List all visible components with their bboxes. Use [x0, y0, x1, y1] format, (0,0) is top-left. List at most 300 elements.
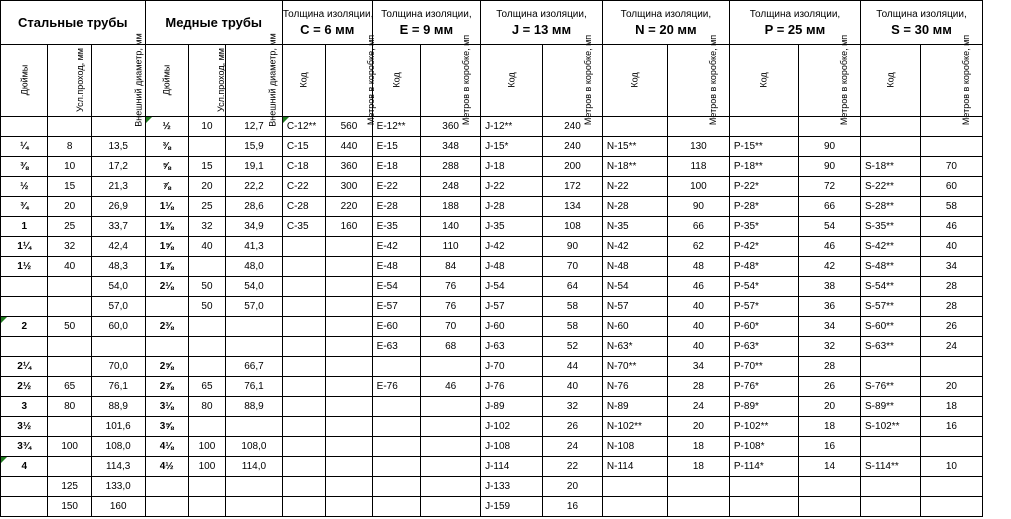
table-body	[1, 117, 983, 517]
cell-p-code: P-42*	[729, 237, 798, 257]
cell-steel-outer: 160	[91, 497, 145, 517]
cell-copper-inch: 2⅞	[145, 377, 188, 397]
cell-s-code: S-42**	[861, 237, 921, 257]
table-row	[1, 117, 983, 137]
cell-e-meters	[421, 397, 481, 417]
cell-n-code: N-76	[602, 377, 667, 397]
cell-n-code	[602, 497, 667, 517]
cell-steel-inch: ¼	[1, 137, 48, 157]
cell-p-meters: 42	[799, 257, 861, 277]
cell-steel-outer: 21,3	[91, 177, 145, 197]
cell-steel-outer: 108,0	[91, 437, 145, 457]
cell-c-code	[282, 397, 325, 417]
cell-steel-inch: 2	[1, 317, 48, 337]
cell-n-code: N-54	[602, 277, 667, 297]
table-row	[1, 137, 983, 157]
cell-j-code: J-42	[481, 237, 543, 257]
cell-n-meters: 66	[667, 217, 729, 237]
cell-copper-nominal: 100	[188, 457, 225, 477]
cell-copper-nominal: 20	[188, 177, 225, 197]
cell-p-code	[729, 117, 798, 137]
cell-p-code: P-60*	[729, 317, 798, 337]
cell-n-meters: 46	[667, 277, 729, 297]
table-row	[1, 397, 983, 417]
cell-copper-outer: 88,9	[226, 397, 283, 417]
cell-s-meters: 40	[920, 237, 982, 257]
cell-copper-outer: 114,0	[226, 457, 283, 477]
cell-steel-inch	[1, 477, 48, 497]
cell-copper-nominal: 32	[188, 217, 225, 237]
cell-n-code: N-70**	[602, 357, 667, 377]
cell-j-code: J-12**	[481, 117, 543, 137]
cell-j-code: J-18	[481, 157, 543, 177]
cell-c-meters	[326, 437, 372, 457]
cell-s-code: S-48**	[861, 257, 921, 277]
cell-p-meters: 54	[799, 217, 861, 237]
cell-c-meters: 300	[326, 177, 372, 197]
cell-copper-nominal: 10	[188, 117, 225, 137]
insulation-header-p: Толщина изоляции, P = 25 мм	[729, 1, 860, 45]
cell-copper-inch	[145, 337, 188, 357]
cell-steel-outer: 101,6	[91, 417, 145, 437]
col-j-code: Код	[481, 45, 543, 117]
col-n-code: Код	[602, 45, 667, 117]
table-row	[1, 497, 983, 517]
cell-c-code	[282, 437, 325, 457]
cell-j-code: J-60	[481, 317, 543, 337]
cell-steel-nominal: 15	[48, 177, 91, 197]
cell-steel-outer: 48,3	[91, 257, 145, 277]
cell-c-meters	[326, 357, 372, 377]
cell-copper-nominal: 25	[188, 197, 225, 217]
cell-copper-outer	[226, 497, 283, 517]
insulation-header-n: Толщина изоляции, N = 20 мм	[602, 1, 729, 45]
col-e-code: Код	[372, 45, 421, 117]
cell-s-meters: 18	[920, 397, 982, 417]
cell-steel-outer: 60,0	[91, 317, 145, 337]
cell-e-meters: 288	[421, 157, 481, 177]
cell-copper-nominal	[188, 257, 225, 277]
cell-n-code	[602, 477, 667, 497]
cell-p-code: P-108*	[729, 437, 798, 457]
cell-n-meters: 40	[667, 317, 729, 337]
cell-j-meters: 172	[543, 177, 603, 197]
cell-c-code	[282, 417, 325, 437]
cell-e-code: E-22	[372, 177, 421, 197]
cell-s-meters: 58	[920, 197, 982, 217]
cell-j-code: J-159	[481, 497, 543, 517]
cell-c-code: C-15	[282, 137, 325, 157]
cell-steel-outer: 70,0	[91, 357, 145, 377]
cell-n-code: N-57	[602, 297, 667, 317]
cell-p-code: P-76*	[729, 377, 798, 397]
cell-e-code: E-76	[372, 377, 421, 397]
cell-s-code: S-63**	[861, 337, 921, 357]
cell-j-meters: 64	[543, 277, 603, 297]
copper-pipes-header: Медные трубы	[145, 1, 282, 45]
cell-n-meters: 100	[667, 177, 729, 197]
cell-j-meters: 134	[543, 197, 603, 217]
cell-p-code: P-63*	[729, 337, 798, 357]
cell-steel-nominal: 125	[48, 477, 91, 497]
cell-e-code: E-35	[372, 217, 421, 237]
cell-e-meters: 188	[421, 197, 481, 217]
cell-copper-inch: 4⅛	[145, 437, 188, 457]
cell-copper-outer: 41,3	[226, 237, 283, 257]
cell-j-meters: 44	[543, 357, 603, 377]
table-row	[1, 217, 983, 237]
cell-steel-nominal	[48, 337, 91, 357]
cell-s-code	[861, 357, 921, 377]
cell-c-code	[282, 457, 325, 477]
cell-n-code: N-114	[602, 457, 667, 477]
cell-n-meters: 20	[667, 417, 729, 437]
cell-j-meters: 70	[543, 257, 603, 277]
cell-s-code	[861, 477, 921, 497]
table-row	[1, 377, 983, 397]
table-row	[1, 357, 983, 377]
cell-s-code: S-57**	[861, 297, 921, 317]
cell-p-code: P-114*	[729, 457, 798, 477]
cell-n-meters: 130	[667, 137, 729, 157]
cell-p-code: P-22*	[729, 177, 798, 197]
cell-j-code: J-57	[481, 297, 543, 317]
cell-s-meters: 34	[920, 257, 982, 277]
cell-n-code: N-89	[602, 397, 667, 417]
cell-j-meters: 90	[543, 237, 603, 257]
cell-s-code: S-18**	[861, 157, 921, 177]
cell-e-code: E-60	[372, 317, 421, 337]
cell-j-code: J-28	[481, 197, 543, 217]
cell-steel-nominal	[48, 417, 91, 437]
cell-c-code	[282, 477, 325, 497]
cell-c-meters	[326, 257, 372, 277]
cell-n-code: N-42	[602, 237, 667, 257]
cell-c-meters	[326, 397, 372, 417]
cell-n-code: N-48	[602, 257, 667, 277]
cell-s-meters	[920, 437, 982, 457]
cell-e-meters: 76	[421, 277, 481, 297]
cell-j-code: J-35	[481, 217, 543, 237]
cell-copper-inch: ½	[145, 117, 188, 137]
cell-copper-outer: 12,7	[226, 117, 283, 137]
cell-steel-inch: 3¾	[1, 437, 48, 457]
cell-n-code: N-35	[602, 217, 667, 237]
col-copper-inch: Дюймы	[145, 45, 188, 117]
cell-e-meters: 70	[421, 317, 481, 337]
cell-c-code	[282, 377, 325, 397]
cell-n-meters: 90	[667, 197, 729, 217]
cell-copper-outer	[226, 337, 283, 357]
cell-j-meters: 58	[543, 297, 603, 317]
cell-p-meters: 66	[799, 197, 861, 217]
cell-steel-inch	[1, 117, 48, 137]
cell-s-code	[861, 117, 921, 137]
cell-s-code	[861, 137, 921, 157]
cell-j-meters: 58	[543, 317, 603, 337]
insulation-header-c: Толщина изоляции, C = 6 мм	[282, 1, 372, 45]
table-row	[1, 177, 983, 197]
cell-s-meters	[920, 357, 982, 377]
cell-copper-inch: ⅞	[145, 177, 188, 197]
cell-copper-inch	[145, 477, 188, 497]
cell-steel-inch: 2¼	[1, 357, 48, 377]
cell-p-meters: 20	[799, 397, 861, 417]
cell-p-code	[729, 477, 798, 497]
cell-steel-inch: 3½	[1, 417, 48, 437]
col-p-code: Код	[729, 45, 798, 117]
cell-c-code	[282, 257, 325, 277]
cell-steel-nominal: 150	[48, 497, 91, 517]
cell-c-meters	[326, 377, 372, 397]
cell-steel-inch	[1, 337, 48, 357]
cell-copper-inch	[145, 497, 188, 517]
cell-s-code	[861, 437, 921, 457]
cell-copper-outer: 48,0	[226, 257, 283, 277]
cell-n-meters: 18	[667, 457, 729, 477]
cell-j-meters: 240	[543, 117, 603, 137]
cell-p-code: P-28*	[729, 197, 798, 217]
cell-j-code: J-15*	[481, 137, 543, 157]
cell-steel-inch: 4	[1, 457, 48, 477]
cell-p-meters: 26	[799, 377, 861, 397]
cell-copper-outer: 22,2	[226, 177, 283, 197]
cell-c-meters: 560	[326, 117, 372, 137]
cell-steel-nominal	[48, 277, 91, 297]
cell-n-code: N-28	[602, 197, 667, 217]
cell-p-code: P-54*	[729, 277, 798, 297]
cell-s-meters: 28	[920, 297, 982, 317]
table-row	[1, 257, 983, 277]
cell-copper-inch: 2⅜	[145, 317, 188, 337]
col-p-meters: Метров в коробке, мп	[799, 45, 861, 117]
cell-steel-nominal: 65	[48, 377, 91, 397]
cell-e-meters: 110	[421, 237, 481, 257]
cell-steel-inch: 1	[1, 217, 48, 237]
cell-copper-outer: 108,0	[226, 437, 283, 457]
steel-pipes-header: Стальные трубы	[1, 1, 146, 45]
cell-copper-outer: 66,7	[226, 357, 283, 377]
cell-n-meters	[667, 477, 729, 497]
cell-e-meters: 360	[421, 117, 481, 137]
cell-steel-nominal: 50	[48, 317, 91, 337]
cell-n-code: N-108	[602, 437, 667, 457]
cell-s-code: S-54**	[861, 277, 921, 297]
cell-n-code: N-60	[602, 317, 667, 337]
cell-copper-nominal	[188, 417, 225, 437]
cell-n-meters: 40	[667, 337, 729, 357]
cell-copper-nominal: 50	[188, 277, 225, 297]
cell-steel-nominal: 80	[48, 397, 91, 417]
cell-s-meters: 60	[920, 177, 982, 197]
cell-copper-outer: 54,0	[226, 277, 283, 297]
cell-c-meters: 440	[326, 137, 372, 157]
cell-copper-outer	[226, 417, 283, 437]
cell-copper-outer	[226, 477, 283, 497]
cell-steel-inch: ½	[1, 177, 48, 197]
cell-p-meters: 34	[799, 317, 861, 337]
cell-n-code: N-102**	[602, 417, 667, 437]
col-steel-outer: Внешний диаметр, мм	[91, 45, 145, 117]
cell-p-meters: 16	[799, 437, 861, 457]
cell-p-meters: 72	[799, 177, 861, 197]
cell-c-code	[282, 297, 325, 317]
cell-steel-nominal: 40	[48, 257, 91, 277]
cell-p-code: P-102**	[729, 417, 798, 437]
cell-j-meters: 108	[543, 217, 603, 237]
cell-c-code: C-22	[282, 177, 325, 197]
cell-j-code: J-22	[481, 177, 543, 197]
cell-j-code: J-63	[481, 337, 543, 357]
cell-copper-nominal: 15	[188, 157, 225, 177]
cell-e-code: E-54	[372, 277, 421, 297]
cell-j-code: J-89	[481, 397, 543, 417]
cell-n-code: N-22	[602, 177, 667, 197]
cell-e-meters: 248	[421, 177, 481, 197]
cell-c-code	[282, 277, 325, 297]
cell-n-meters: 62	[667, 237, 729, 257]
cell-copper-outer: 57,0	[226, 297, 283, 317]
cell-j-meters: 16	[543, 497, 603, 517]
table-row	[1, 277, 983, 297]
cell-steel-inch: 1¼	[1, 237, 48, 257]
cell-c-code	[282, 237, 325, 257]
cell-j-meters: 22	[543, 457, 603, 477]
cell-e-code: E-57	[372, 297, 421, 317]
cell-copper-nominal	[188, 317, 225, 337]
cell-j-meters: 240	[543, 137, 603, 157]
cell-e-code	[372, 357, 421, 377]
cell-steel-nominal: 20	[48, 197, 91, 217]
cell-s-meters: 26	[920, 317, 982, 337]
cell-c-meters	[326, 417, 372, 437]
cell-copper-outer: 15,9	[226, 137, 283, 157]
cell-copper-outer: 34,9	[226, 217, 283, 237]
cell-copper-inch: 2⅝	[145, 357, 188, 377]
col-copper-outer: Внешний диаметр, мм	[226, 45, 283, 117]
cell-p-meters: 14	[799, 457, 861, 477]
cell-c-code: C-28	[282, 197, 325, 217]
cell-n-meters: 28	[667, 377, 729, 397]
col-steel-nominal: Усл.проход, мм	[48, 45, 91, 117]
cell-e-code: E-15	[372, 137, 421, 157]
cell-e-code: E-12**	[372, 117, 421, 137]
cell-c-meters	[326, 497, 372, 517]
cell-e-meters: 348	[421, 137, 481, 157]
cell-copper-nominal: 40	[188, 237, 225, 257]
cell-copper-outer	[226, 317, 283, 337]
cell-p-meters: 18	[799, 417, 861, 437]
cell-e-code	[372, 397, 421, 417]
table-row	[1, 237, 983, 257]
cell-steel-outer: 54,0	[91, 277, 145, 297]
cell-n-meters	[667, 497, 729, 517]
cell-s-code: S-102**	[861, 417, 921, 437]
cell-copper-inch: 2⅛	[145, 277, 188, 297]
col-s-code: Код	[861, 45, 921, 117]
col-copper-nominal: Усл.проход, мм	[188, 45, 225, 117]
cell-steel-outer: 33,7	[91, 217, 145, 237]
cell-steel-inch: 3	[1, 397, 48, 417]
cell-n-code: N-15**	[602, 137, 667, 157]
cell-steel-nominal	[48, 457, 91, 477]
cell-j-code: J-114	[481, 457, 543, 477]
cell-p-meters	[799, 497, 861, 517]
cell-p-meters: 46	[799, 237, 861, 257]
cell-steel-inch	[1, 277, 48, 297]
cell-p-meters	[799, 117, 861, 137]
cell-copper-nominal: 80	[188, 397, 225, 417]
cell-p-meters: 38	[799, 277, 861, 297]
cell-steel-nominal	[48, 117, 91, 137]
cell-e-code	[372, 477, 421, 497]
cell-copper-nominal: 65	[188, 377, 225, 397]
cell-e-meters	[421, 437, 481, 457]
cell-c-code	[282, 357, 325, 377]
cell-p-meters: 28	[799, 357, 861, 377]
cell-e-meters: 76	[421, 297, 481, 317]
cell-copper-inch	[145, 297, 188, 317]
cell-n-meters: 118	[667, 157, 729, 177]
cell-e-code	[372, 417, 421, 437]
table-row	[1, 297, 983, 317]
cell-n-code: N-18**	[602, 157, 667, 177]
cell-j-meters: 24	[543, 437, 603, 457]
cell-e-code	[372, 437, 421, 457]
cell-p-meters: 90	[799, 137, 861, 157]
cell-j-meters: 20	[543, 477, 603, 497]
cell-steel-nominal: 32	[48, 237, 91, 257]
cell-p-code: P-35*	[729, 217, 798, 237]
cell-steel-inch	[1, 297, 48, 317]
cell-steel-inch	[1, 497, 48, 517]
cell-copper-nominal: 100	[188, 437, 225, 457]
cell-p-code: P-48*	[729, 257, 798, 277]
cell-copper-inch: 1⅛	[145, 197, 188, 217]
table-row	[1, 477, 983, 497]
cell-j-meters: 52	[543, 337, 603, 357]
cell-copper-nominal	[188, 137, 225, 157]
cell-copper-inch: 3⅝	[145, 417, 188, 437]
cell-c-meters: 160	[326, 217, 372, 237]
cell-e-code: E-48	[372, 257, 421, 277]
cell-copper-outer: 76,1	[226, 377, 283, 397]
cell-steel-inch: 1½	[1, 257, 48, 277]
cell-c-meters: 360	[326, 157, 372, 177]
cell-steel-outer: 42,4	[91, 237, 145, 257]
cell-e-meters	[421, 497, 481, 517]
cell-steel-nominal: 8	[48, 137, 91, 157]
cell-e-code: E-28	[372, 197, 421, 217]
cell-e-meters	[421, 357, 481, 377]
cell-s-meters: 24	[920, 337, 982, 357]
cell-c-code: C-35	[282, 217, 325, 237]
cell-p-code: P-18**	[729, 157, 798, 177]
cell-steel-inch: ¾	[1, 197, 48, 217]
cell-copper-nominal	[188, 477, 225, 497]
cell-n-code: N-63*	[602, 337, 667, 357]
cell-steel-nominal: 10	[48, 157, 91, 177]
cell-n-code	[602, 117, 667, 137]
cell-s-meters: 20	[920, 377, 982, 397]
cell-steel-outer: 76,1	[91, 377, 145, 397]
cell-c-meters	[326, 237, 372, 257]
cell-e-code	[372, 457, 421, 477]
cell-c-code	[282, 497, 325, 517]
cell-e-meters: 68	[421, 337, 481, 357]
cell-c-meters	[326, 337, 372, 357]
cell-j-code: J-102	[481, 417, 543, 437]
